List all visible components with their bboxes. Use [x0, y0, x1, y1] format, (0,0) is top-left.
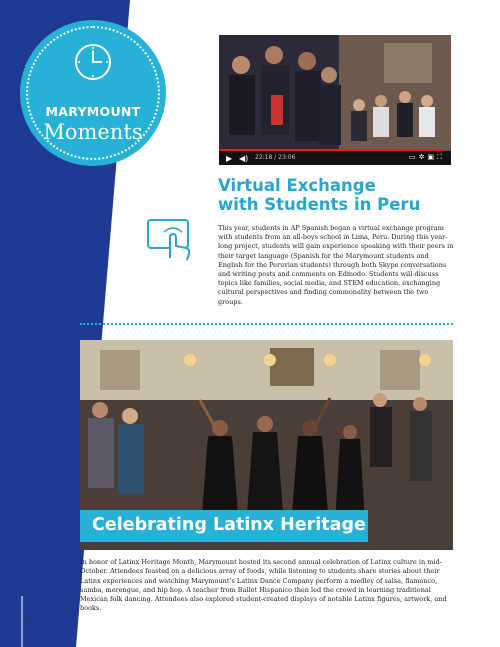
- article-title-latinx-heritage: Celebrating Latinx Heritage: [92, 515, 366, 535]
- miniplayer-icon[interactable]: ▣: [427, 153, 438, 161]
- article-title-virtual-exchange: [218, 176, 478, 214]
- article-body-latinx-heritage: In honor of Latinx Heritage Month, Marymount hosted its second annual celebration of Latinx culture in mid-October. Attendees feasted on a delicious array of foods, while listening to students share stories about their Latinx experiences and watching Marymount’s Latinx Dance Company perform a medley of salsa, flamenco, samba, merengue, and hip hop. A teacher from Ballet Hispanico then led the crowd in learning traditional Mexican folk dancing. Attendees also explored student-created displays of notable Latinx figures, artwork, and books.: [80, 558, 447, 613]
- marymount-moments-badge: [20, 20, 166, 166]
- settings-icon[interactable]: ✲: [418, 153, 428, 161]
- video-controls: [219, 151, 451, 165]
- badge-subtitle: Moments: [43, 120, 143, 144]
- video-time: 22:18 / 23:06: [255, 154, 296, 161]
- video-right-controls: [409, 153, 445, 162]
- volume-icon[interactable]: ◀): [239, 154, 249, 163]
- article-title-line1: Virtual Exchange: [218, 176, 376, 195]
- video-frame-image: [219, 35, 451, 151]
- page-number: 12: [24, 617, 32, 624]
- badge-title: MARYMOUNT: [45, 104, 141, 119]
- play-icon[interactable]: ▶: [226, 154, 233, 163]
- dotted-divider: [80, 323, 453, 325]
- article-body-virtual-exchange: This year, students in AP Spanish began a virtual exchange program with students from an all-boys school in Lima, Peru. During this year-long project, students will gain experience speaking with their peers in their target language (Spanish for the Marymount students and English for the Peruvian students) through both Skype conversations and writing posts and comments on Edmodo. Students will discuss topics like families, social media, and STEM education, exchanging cultural perspectives and finding commonality between the two groups.: [218, 224, 454, 306]
- captions-icon[interactable]: ▭: [408, 153, 419, 161]
- fullscreen-icon[interactable]: ⛶: [437, 153, 445, 161]
- touch-screen-icon: [146, 218, 198, 262]
- article-title-line2: with Students in Peru: [218, 195, 421, 214]
- clock-icon: [73, 42, 113, 82]
- video-player[interactable]: [219, 35, 451, 165]
